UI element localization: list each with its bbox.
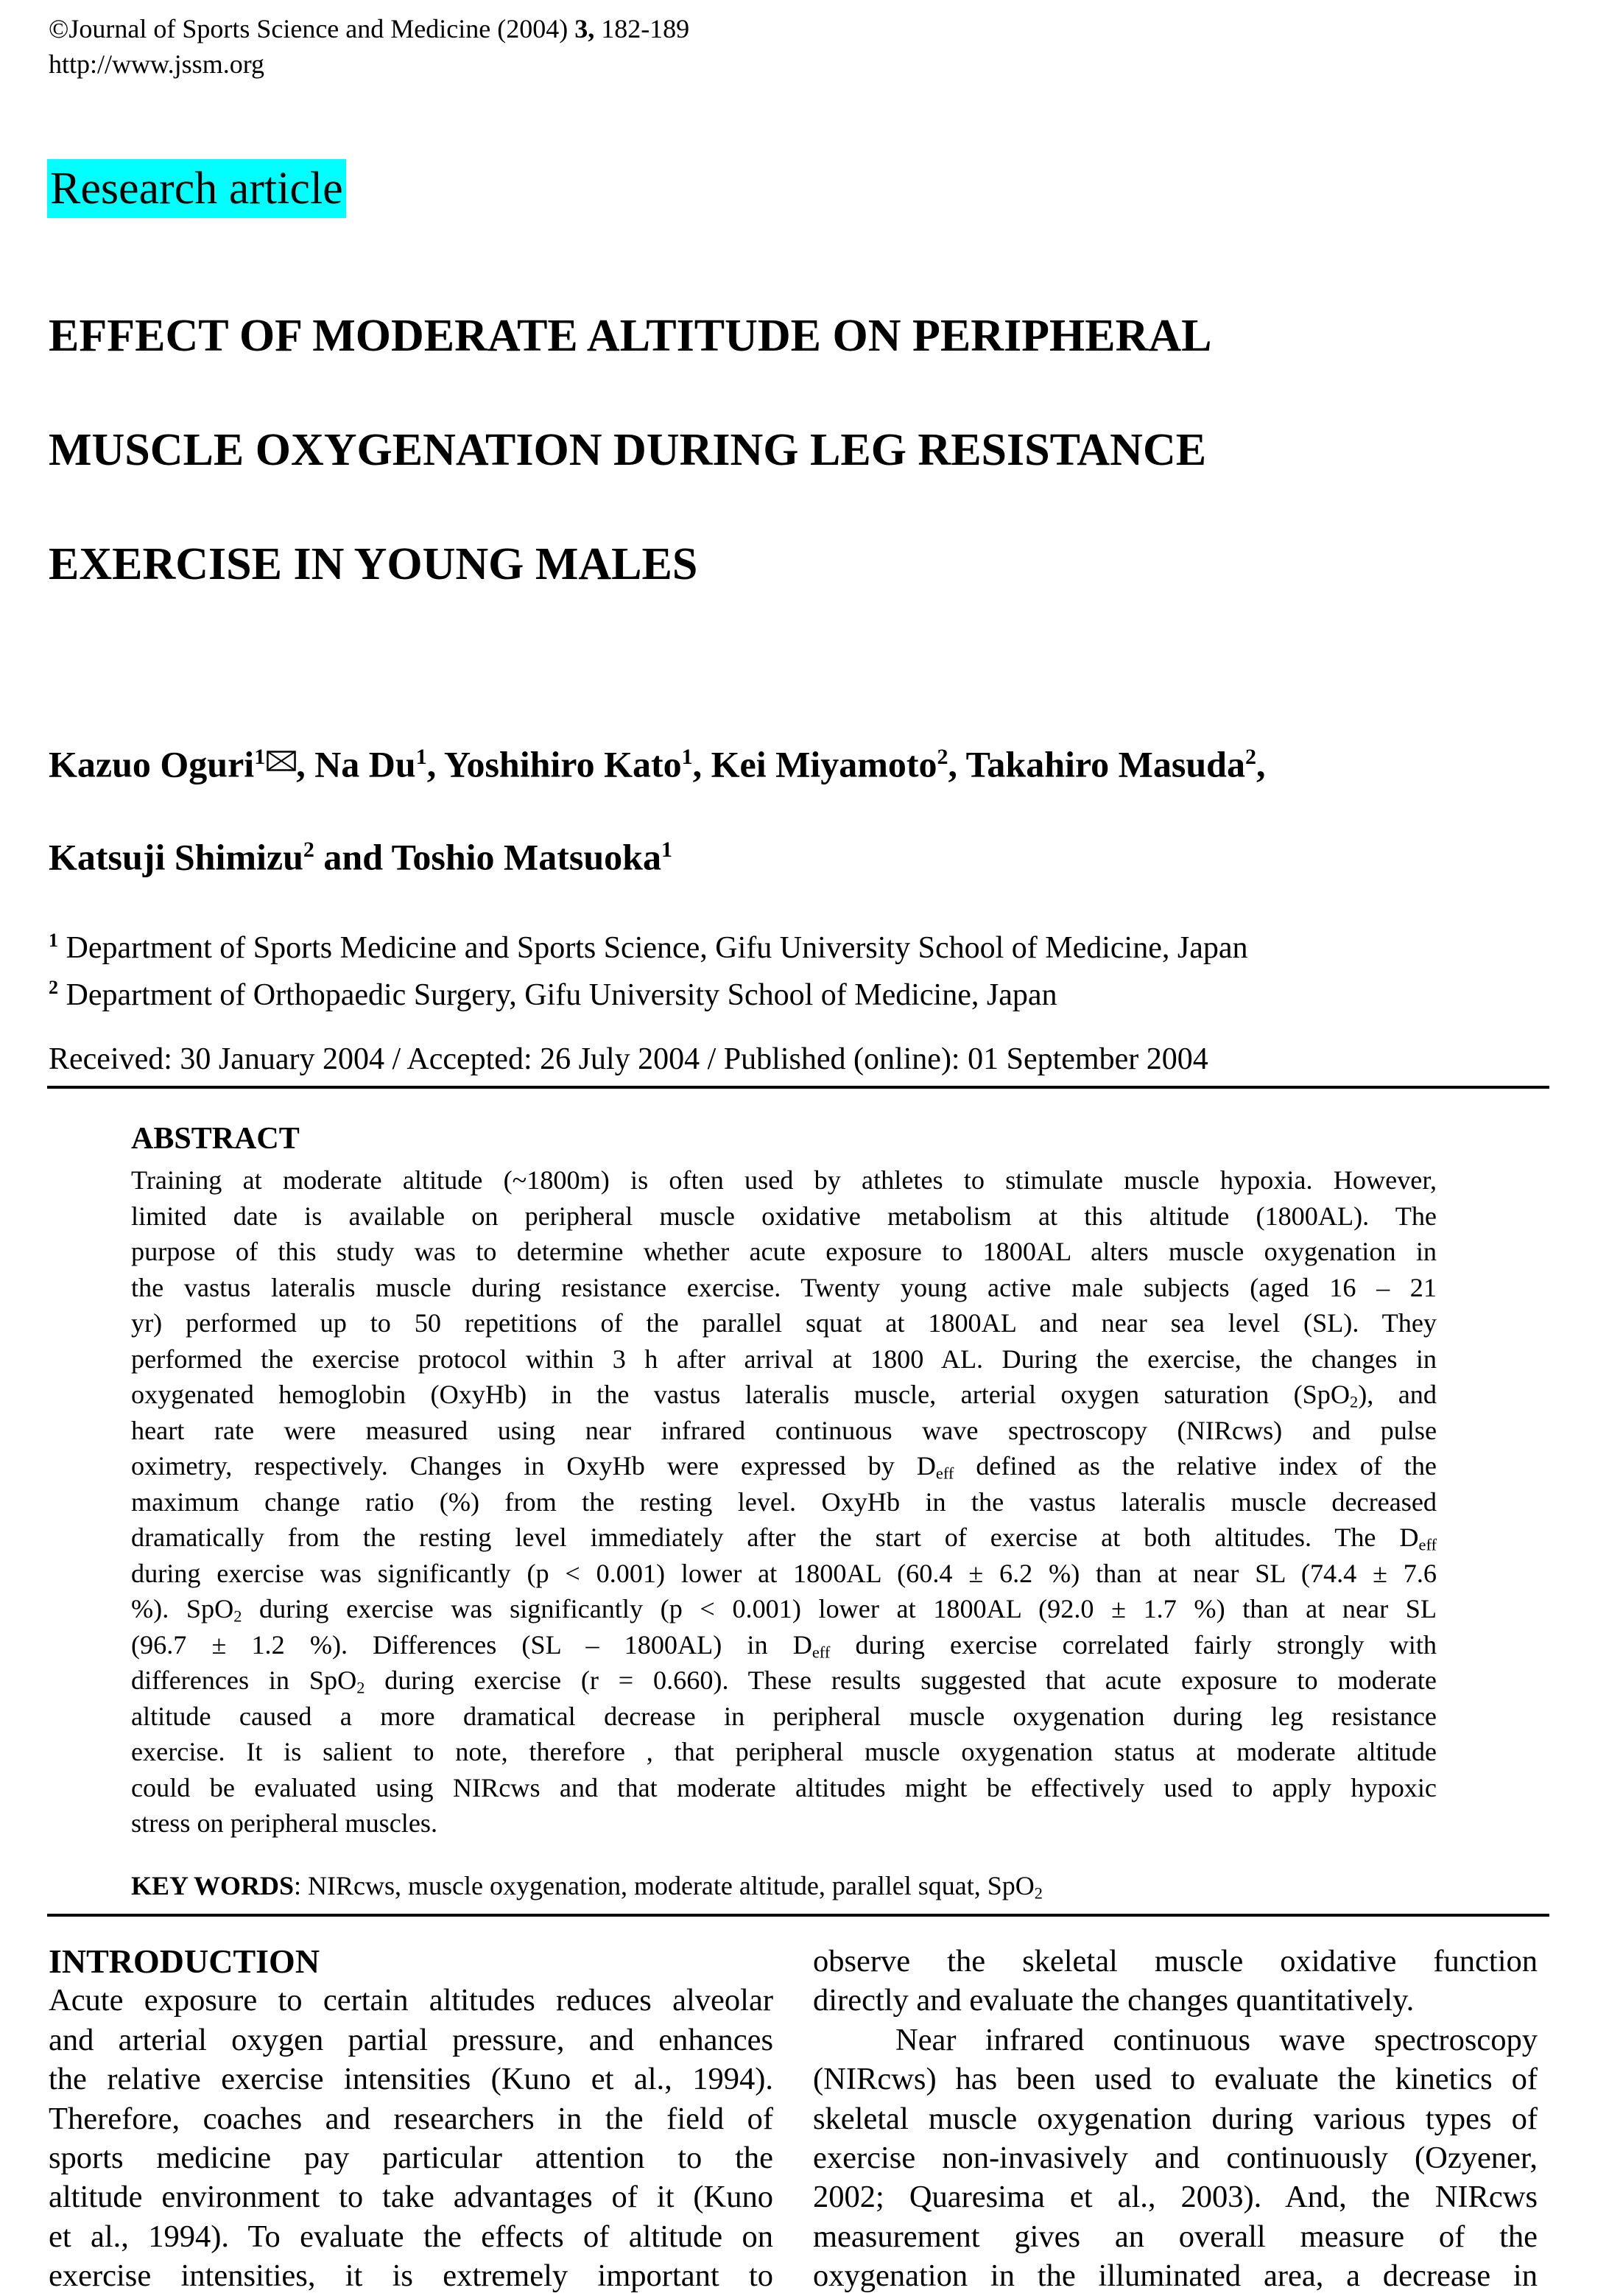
- body-text-line: sports medicine pay particular attention to the: [49, 2140, 773, 2175]
- body-text-line: exercise non-invasively and continuously (Ozyener,: [813, 2140, 1538, 2175]
- keywords-label: KEY WORDS: [131, 1871, 295, 1900]
- abstract-line: dramatically from the resting level immediately after the start of exercise at both altitudes. The $D_{eff}$: [131, 1523, 1437, 1554]
- abstract-line: yr) performed up to 50 repetitions of the parallel squat at 1800AL and near sea level (SL). They: [131, 1308, 1437, 1338]
- abstract-heading: ABSTRACT: [131, 1122, 300, 1156]
- body-text-line: skeletal muscle oxygenation during various types of: [813, 2101, 1538, 2136]
- body-text-line: Near infrared continuous wave spectroscopy: [895, 2022, 1538, 2057]
- abstract-subscript: eff: [811, 1643, 831, 1662]
- abstract-line: could be evaluated using NIRcws and that moderate altitudes might be effectively used to apply hypoxic: [131, 1772, 1437, 1802]
- introduction-heading: INTRODUCTION: [49, 1942, 320, 1980]
- abstract-line: exercise. It is salient to note, therefore , that peripheral muscle oxygenation status at moderate altitude: [131, 1737, 1437, 1766]
- body-column-left: [49, 1942, 773, 2296]
- author-name: Na Du: [314, 743, 416, 785]
- body-text-line: altitude environment to take advantages of it (Kuno: [49, 2180, 773, 2215]
- body-text-line: observe the skeletal muscle oxidative function: [813, 1944, 1538, 1979]
- body-text-line: (NIRcws) has been used to evaluate the kinetics of: [813, 2062, 1538, 2097]
- journal-pages: 182-189: [594, 14, 690, 43]
- keywords: [131, 1867, 1043, 1905]
- body-text-line: directly and evaluate the changes quantitatively.: [813, 1983, 1415, 2018]
- article-type-badge: Research article: [47, 159, 346, 218]
- abstract-line: limited date is available on peripheral muscle oxidative metabolism at this altitude (1800AL). The: [131, 1201, 1437, 1231]
- author-affiliation-mark: 1: [254, 745, 266, 769]
- author-name: Toshio Matsuoka: [391, 836, 661, 878]
- title-line: MUSCLE OXYGENATION DURING LEG RESISTANCE: [49, 425, 1207, 475]
- author-affiliation-mark: 1: [415, 745, 427, 769]
- affiliation: [49, 921, 1247, 968]
- affiliation-text: Department of Sports Medicine and Sports Science, Gifu University School of Medicine, Japan: [58, 931, 1248, 965]
- affiliation-list: [49, 921, 1247, 1015]
- body-text-line: Therefore, coaches and researchers in the field of: [49, 2101, 773, 2136]
- affiliation-text: Department of Orthopaedic Surgery, Gifu University School of Medicine, Japan: [58, 978, 1057, 1012]
- title-line: EXERCISE IN YOUNG MALES: [49, 539, 698, 589]
- abstract-line: oxygenated hemoglobin (OxyHb) in the vastus lateralis muscle, arterial oxygen saturation (SpO$_2$), and: [131, 1380, 1437, 1411]
- author-affiliation-mark: 1: [661, 838, 672, 862]
- abstract-subscript: 2: [1350, 1392, 1359, 1411]
- abstract-line: during exercise was significantly (p < 0.001) lower at 1800AL (60.4 ± 6.2 %) than at near SL (74.4 ± 7.6: [131, 1558, 1437, 1588]
- body-text-line: exercise intensities, it is extremely important to: [49, 2258, 773, 2294]
- journal-name: ©Journal of Sports Science and Medicine (2004): [49, 14, 575, 43]
- author-affiliation-mark: 1: [681, 745, 693, 769]
- affiliation: [49, 968, 1247, 1015]
- author-name: Kazuo Oguri: [49, 743, 255, 785]
- title-line: EFFECT OF MODERATE ALTITUDE ON PERIPHERAL: [49, 311, 1212, 361]
- journal-url[interactable]: http://www.jssm.org: [49, 49, 265, 79]
- author-list: [49, 732, 1573, 918]
- body-text-line: the relative exercise intensities (Kuno et al., 1994).: [49, 2062, 773, 2097]
- author-separator: and: [314, 836, 392, 878]
- author-affiliation-mark: 2: [937, 745, 948, 769]
- author-separator: ,: [296, 743, 315, 785]
- abstract-subscript: eff: [935, 1464, 954, 1483]
- publication-dates: Received: 30 January 2004 / Accepted: 26 July 2004 / Published (online): 01 September 2004: [49, 1042, 1208, 1076]
- author-name: Katsuji Shimizu: [49, 836, 303, 878]
- author-separator: ,: [948, 743, 966, 785]
- body-text-line: and arterial oxygen partial pressure, and enhances: [49, 2022, 773, 2057]
- author-name: Takahiro Masuda: [965, 743, 1245, 785]
- abstract-line: oximetry, respectively. Changes in OxyHb were expressed by $D_{eff}$ defined as the relative index of the: [131, 1451, 1437, 1483]
- body-column-right: [813, 1942, 1538, 2296]
- divider: [47, 1914, 1549, 1917]
- body-text-line: oxygenation in the illuminated area, a decrease in: [813, 2258, 1538, 2294]
- journal-volume: 3,: [574, 14, 595, 43]
- body-text-line: Acute exposure to certain altitudes reduces alveolar: [49, 1983, 773, 2018]
- abstract-line: heart rate were measured using near infrared continuous wave spectroscopy (NIRcws) and pulse: [131, 1415, 1437, 1445]
- abstract-line: %). SpO$_2$ during exercise was significantly (p < 0.001) lower at 1800AL (92.0 ± 1.7 %) than at near SL: [131, 1594, 1437, 1626]
- abstract-line: stress on peripheral muscles.: [131, 1808, 438, 1838]
- abstract-body: [131, 1162, 1437, 1842]
- author-name: Kei Miyamoto: [711, 743, 937, 785]
- keywords-text: : NIRcws, muscle oxygenation, moderate altitude, parallel squat, SpO: [294, 1871, 1035, 1900]
- abstract-line: performed the exercise protocol within 3 h after arrival at 1800 AL. During the exercise, the changes in: [131, 1344, 1437, 1374]
- article-title: [49, 309, 1558, 652]
- author-line: [49, 825, 1573, 918]
- body-text-line: measurement gives an overall measure of the: [813, 2219, 1538, 2254]
- abstract-line: maximum change ratio (%) from the resting level. OxyHb in the vastus lateralis muscle decreased: [131, 1486, 1437, 1517]
- author-line: [49, 732, 1573, 825]
- abstract-line: Training at moderate altitude (~1800m) is often used by athletes to stimulate muscle hypoxia. However,: [131, 1165, 1437, 1195]
- author-name: Yoshihiro Kato: [443, 743, 682, 785]
- divider: [47, 1086, 1549, 1089]
- envelope-icon[interactable]: [267, 751, 296, 771]
- body-text-line: et al., 1994). To evaluate the effects of altitude on: [49, 2219, 773, 2254]
- author-separator: ,: [692, 743, 711, 785]
- author-affiliation-mark: 2: [303, 838, 314, 862]
- affiliation-number: 1: [49, 930, 58, 951]
- abstract-line: purpose of this study was to determine whether acute exposure to 1800AL alters muscle oxygenation in: [131, 1237, 1437, 1266]
- journal-citation: [49, 12, 689, 46]
- abstract-subscript: 2: [233, 1607, 242, 1626]
- author-separator: ,: [426, 743, 444, 785]
- abstract-line: differences in SpO$_2$ during exercise (r = 0.660). These results suggested that acute exposure to moderate: [131, 1665, 1437, 1697]
- abstract-line: (96.7 ± 1.2 %). Differences (SL – 1800AL) in $D_{eff}$ during exercise correlated fairly strongly with: [131, 1629, 1437, 1662]
- author-affiliation-mark: 2: [1244, 745, 1256, 769]
- author-separator: ,: [1256, 743, 1266, 785]
- abstract-line: altitude caused a more dramatical decrease in peripheral muscle oxygenation during leg resistance: [131, 1701, 1437, 1731]
- body-text-line: 2002; Quaresima et al., 2003). And, the NIRcws: [813, 2180, 1538, 2215]
- abstract-line: the vastus lateralis muscle during resistance exercise. Twenty young active male subjects (aged 16 – 21: [131, 1272, 1437, 1302]
- abstract-subscript: eff: [1418, 1535, 1437, 1554]
- keywords-subscript: 2: [1034, 1884, 1043, 1903]
- affiliation-number: 2: [49, 977, 58, 998]
- abstract-subscript: 2: [356, 1678, 365, 1697]
